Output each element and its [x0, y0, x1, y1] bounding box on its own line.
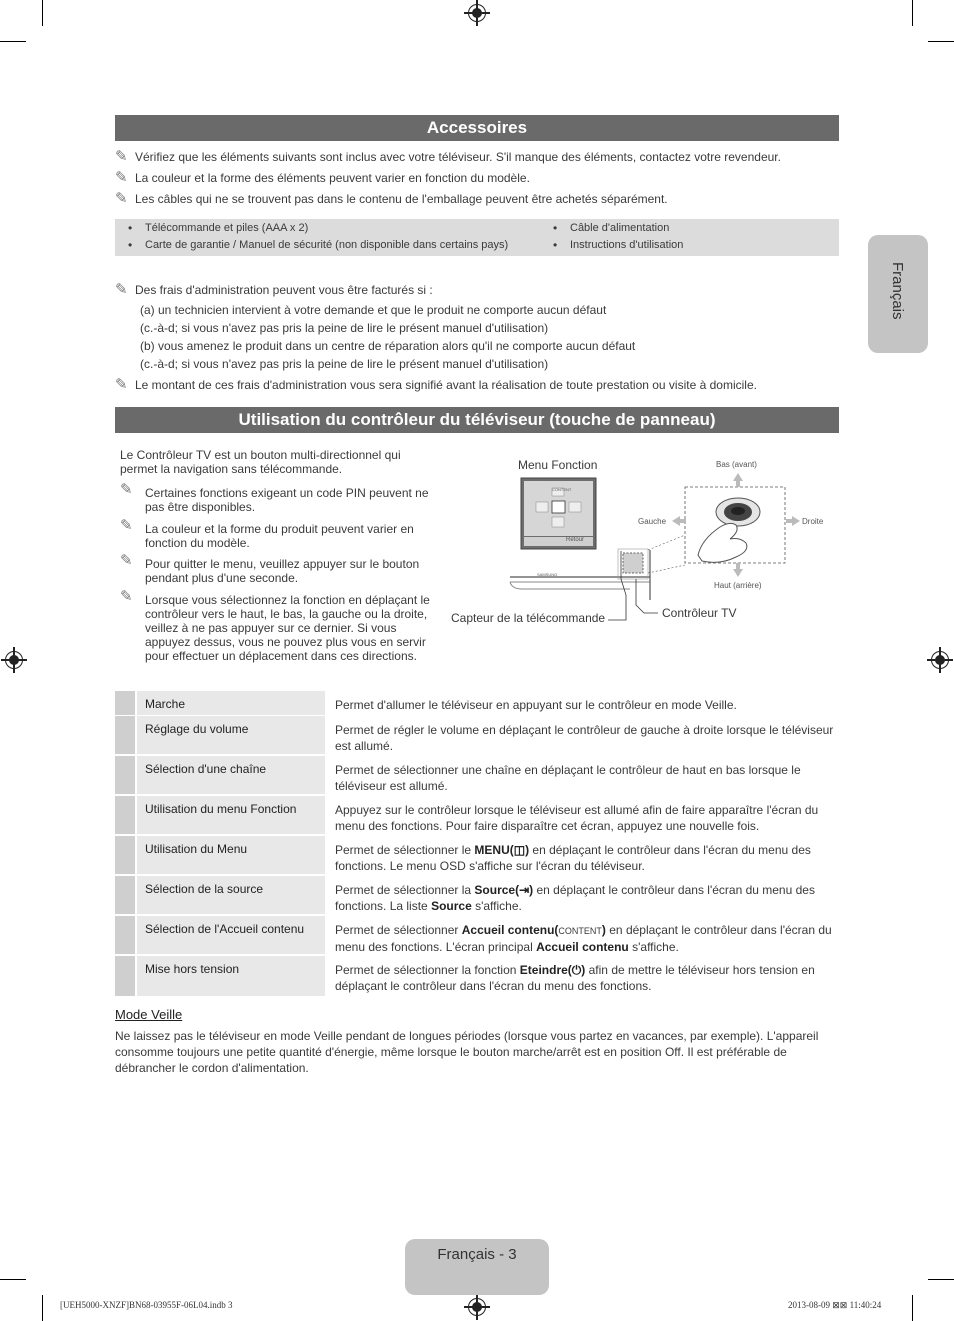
fees-line: (c.-à-d; si vous n'avez pas pris la peine de lire le présent manuel d'utilisation)	[140, 321, 549, 335]
crop-mark	[928, 41, 954, 42]
crop-mark	[42, 0, 43, 26]
table-row: Sélection d'une chaîne Permet de sélectionner une chaîne en déplaçant le contrôleur de haut en bas lorsque le téléviseur est allumé.	[115, 756, 839, 794]
fees-line: (b) vous amenez le produit dans un centre de réparation alors qu'il ne comporte aucun défaut	[140, 339, 636, 353]
fees-line: (c.-à-d; si vous n'avez pas pris la peine de lire le présent manuel d'utilisation)	[140, 357, 549, 371]
capteur-label: Capteur de la télécommande	[451, 611, 606, 625]
table-row: Utilisation du menu Fonction Appuyez sur le contrôleur lorsque le téléviseur est allumé afin de faire apparaître l'écran du menu des fonctions. Pour faire disparaître cet écran, appuyez une nouvelle fois.	[115, 796, 839, 834]
retour-label: Retour	[566, 537, 585, 543]
registration-mark-icon	[468, 1298, 486, 1316]
crop-mark	[0, 41, 26, 42]
content-label: CONTENT	[552, 487, 572, 492]
standby-text: Ne laissez pas le téléviseur en mode Veille pendant de longues périodes (lorsque vous partez en vacances, par exemple). L'appareil consomme toujours une petite quantité d'énergie, même lorsque le bouton marche/arrêt est en position Off. Il est préférable de débrancher le cordon d'alimentation.	[115, 1029, 819, 1075]
direction-bas-label: Bas (avant)	[716, 460, 757, 469]
crop-mark	[912, 0, 913, 26]
direction-haut-label: Haut (arrière)	[714, 581, 762, 590]
list-item: • Télécommande et piles (AAA x 2)	[128, 221, 309, 235]
source-icon: ⇥	[519, 883, 530, 897]
section-title-accessoires: Accessoires	[115, 115, 839, 141]
pencil-note-icon: ✎	[115, 376, 128, 393]
pencil-note-icon: ✎	[120, 481, 133, 498]
pencil-note-icon: ✎	[115, 169, 128, 186]
table-row: Réglage du volume Permet de régler le volume en déplaçant le contrôleur de gauche à droite lorsque le téléviseur est allumé.	[115, 716, 839, 754]
list-item: • Instructions d'utilisation	[553, 238, 684, 252]
pencil-note-icon: ✎	[115, 148, 128, 165]
print-date-info: 2013-08-09 ⊠⊠ 11:40:24	[788, 1300, 882, 1310]
pencil-note-icon: ✎	[120, 552, 133, 569]
crop-mark	[928, 1279, 954, 1280]
standby-title: Mode Veille	[115, 1007, 183, 1022]
amount-note: ✎ Le montant de ces frais d'administration vous sera signifié avant la réalisation de toute prestation ou visite à domicile.	[115, 376, 757, 393]
controller-intro: Le Contrôleur TV est un bouton multi-directionnel qui permet la navigation sans télécommande.	[120, 448, 401, 476]
section-title-controleur: Utilisation du contrôleur du téléviseur (touche de panneau)	[115, 407, 839, 433]
accessories-list	[115, 219, 839, 256]
pencil-note-icon: ✎	[115, 281, 128, 298]
table-row: Mise hors tension Permet de sélectionner la fonction Eteindre(⏻) afin de mettre le téléviseur hors tension en déplaçant le contrôleur dans l'écran du menu des fonctions.	[115, 956, 839, 996]
pencil-note-icon: ✎	[115, 190, 128, 207]
controller-diagram	[440, 455, 840, 635]
fees-note: ✎ Des frais d'administration peuvent vous être facturés si :	[115, 281, 433, 298]
crop-mark	[912, 1295, 913, 1321]
fees-line: (a) un technicien intervient à votre demande et que le produit ne comporte aucun défaut	[140, 303, 607, 317]
menu-icon: ◫	[513, 843, 526, 857]
pencil-note-icon: ✎	[120, 588, 133, 605]
language-side-tab	[868, 235, 928, 353]
list-item: • Carte de garantie / Manuel de sécurité (non disponible dans certains pays)	[128, 238, 509, 252]
table-row: Sélection de la source Permet de sélectionner la Source(⇥) en déplaçant le contrôleur dans l'écran du menu des fonctions. La liste Source s'affiche.	[115, 876, 839, 914]
language-side-label: Français	[889, 262, 906, 320]
menu-fonction-label: Menu Fonction	[518, 458, 598, 472]
pencil-note-icon: ✎	[120, 517, 133, 534]
power-icon: ⏻	[571, 963, 582, 977]
registration-mark-icon	[468, 4, 486, 22]
crop-mark	[42, 1295, 43, 1321]
registration-mark-icon	[931, 651, 949, 669]
controleur-tv-label: Contrôleur TV	[662, 606, 737, 620]
accessory-note: ✎ Les câbles qui ne se trouvent pas dans le contenu de l'emballage peuvent être achetés séparément.	[115, 190, 668, 207]
page-number: Français - 3	[437, 1246, 517, 1263]
print-file-info: [UEH5000-XNZF]BN68-03955F-06L04.indb 3	[60, 1300, 233, 1310]
accessory-note: ✎ Vérifiez que les éléments suivants sont inclus avec votre téléviseur. S'il manque des éléments, contactez votre revendeur.	[115, 148, 781, 165]
registration-mark-icon	[5, 651, 23, 669]
table-row: Marche Permet d'allumer le téléviseur en appuyant sur le contrôleur en mode Veille.	[115, 691, 839, 715]
crop-mark	[0, 1279, 26, 1280]
table-row: Sélection de l'Accueil contenu Permet de sélectionner Accueil contenu(CONTENT) en déplaçant le contrôleur dans l'écran du menu des fonctions. L'écran principal Accueil contenu s'affiche.	[115, 916, 839, 954]
brand-label: SAMSUNG	[537, 572, 558, 577]
direction-droite-label: Droite	[802, 517, 824, 526]
list-item: • Câble d'alimentation	[553, 221, 670, 235]
table-row: Utilisation du Menu Permet de sélectionner le MENU(◫) en déplaçant le contrôleur dans l'écran du menu des fonctions. Le menu OSD s'affiche sur l'écran du téléviseur.	[115, 836, 839, 874]
accessory-note: ✎ La couleur et la forme des éléments peuvent varier en fonction du modèle.	[115, 169, 530, 186]
direction-gauche-label: Gauche	[638, 517, 667, 526]
page-number-tab	[405, 1239, 549, 1295]
